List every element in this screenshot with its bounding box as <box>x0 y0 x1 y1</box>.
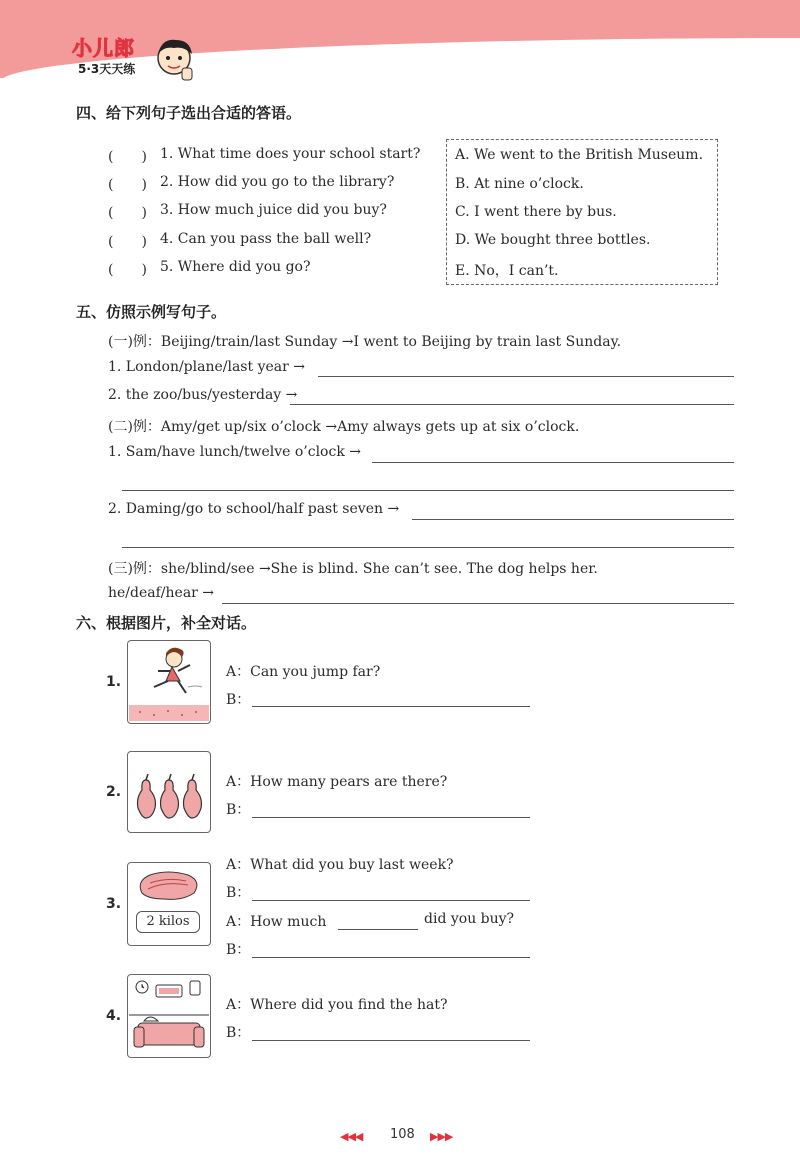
answer-line[interactable] <box>318 376 734 377</box>
picture-frame <box>127 862 211 946</box>
q2-paren[interactable]: ( ) <box>108 177 147 193</box>
blank-line[interactable] <box>338 929 418 930</box>
item2-answer-label: B： <box>226 802 251 818</box>
answer-line[interactable] <box>290 404 734 405</box>
item4-question: A：Where did you find the hat? <box>226 997 448 1013</box>
item2-number: 2. <box>106 784 122 800</box>
section6-title: 六、根据图片，补全对话。 <box>76 614 257 632</box>
part2-q1: 1. Sam/have lunch/twelve o’clock → <box>108 444 361 460</box>
answer-line[interactable] <box>372 462 734 463</box>
brand-logo: 小儿郎 <box>72 36 135 60</box>
answer-line[interactable] <box>252 817 530 818</box>
part1-example: (一)例：Beijing/train/last Sunday →I went to Beijing by train last Sunday. <box>108 334 622 350</box>
prev-page-arrows[interactable]: ◀◀◀ <box>340 1130 363 1143</box>
part1-q1: 1. London/plane/last year → <box>108 359 305 375</box>
jumping-girl-icon <box>128 641 210 723</box>
part2-example: (二)例：Amy/get up/six o’clock →Amy always gets up at six o’clock. <box>108 419 580 435</box>
item3-question2-start: A：How much <box>226 914 327 930</box>
answer-line[interactable] <box>122 547 734 548</box>
meat-icon <box>128 863 210 905</box>
answer-line[interactable] <box>412 519 734 520</box>
section5-title: 五、仿照示例写句子。 <box>76 303 227 321</box>
picture-frame <box>127 974 211 1058</box>
section4-title: 四、给下列句子选出合适的答语。 <box>76 104 302 122</box>
mascot-icon <box>152 34 196 84</box>
page-number: 108 <box>390 1127 415 1142</box>
q4-text: 4. Can you pass the ball well? <box>160 231 372 247</box>
pears-icon <box>128 752 210 832</box>
item3-number: 3. <box>106 896 122 912</box>
answer-line[interactable] <box>122 490 734 491</box>
q2-text: 2. How did you go to the library? <box>160 174 395 190</box>
room-sofa-icon <box>128 975 210 1057</box>
item4-number: 4. <box>106 1008 122 1024</box>
weight-label: 2 kilos <box>136 911 200 933</box>
item1-question: A：Can you jump far? <box>226 664 381 680</box>
item3-answer2-label: B： <box>226 942 251 958</box>
next-page-arrows[interactable]: ▶▶▶ <box>430 1130 453 1143</box>
q5-text: 5. Where did you go? <box>160 259 311 275</box>
option-c: C. I went there by bus. <box>455 204 617 220</box>
answer-line[interactable] <box>252 957 530 958</box>
part1-q2: 2. the zoo/bus/yesterday → <box>108 387 298 403</box>
item2-question: A：How many pears are there? <box>226 774 448 790</box>
item3-question2-end: did you buy? <box>424 911 515 927</box>
picture-frame <box>127 640 211 724</box>
answer-line[interactable] <box>252 1040 530 1041</box>
q4-paren[interactable]: ( ) <box>108 234 147 250</box>
q1-paren[interactable]: ( ) <box>108 149 147 165</box>
q3-paren[interactable]: ( ) <box>108 205 147 221</box>
item1-number: 1. <box>106 674 122 690</box>
option-e: E. No，I can’t. <box>455 263 559 279</box>
option-d: D. We bought three bottles. <box>455 232 651 248</box>
item1-answer-label: B： <box>226 692 251 708</box>
q3-text: 3. How much juice did you buy? <box>160 202 387 218</box>
option-b: B. At nine o’clock. <box>455 176 584 192</box>
answer-line[interactable] <box>252 900 530 901</box>
part3-example: (三)例：she/blind/see →She is blind. She can’t see. The dog helps her. <box>108 561 598 577</box>
item4-answer-label: B： <box>226 1025 251 1041</box>
picture-frame <box>127 751 211 833</box>
brand-subtitle: 5·3天天练 <box>78 62 136 76</box>
item3-question: A：What did you buy last week? <box>226 857 454 873</box>
option-a: A. We went to the British Museum. <box>455 147 704 163</box>
q1-text: 1. What time does your school start? <box>160 146 421 162</box>
q5-paren[interactable]: ( ) <box>108 262 147 278</box>
part3-q1: he/deaf/hear → <box>108 585 215 601</box>
answer-line[interactable] <box>252 706 530 707</box>
item3-answer-label: B： <box>226 885 251 901</box>
answer-line[interactable] <box>222 603 734 604</box>
part2-q2: 2. Daming/go to school/half past seven → <box>108 501 400 517</box>
